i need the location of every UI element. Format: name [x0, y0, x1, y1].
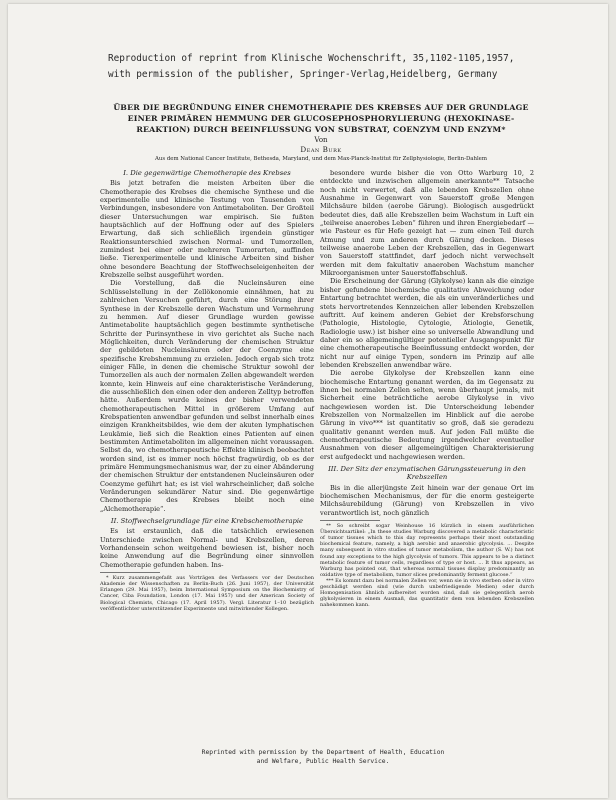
article-title	[106, 102, 536, 135]
paragraph: Bis in die allerjüngste Zeit hinein war der genaue Ort im biochemischen Mechanismus, der für die enorm gesteigerte Milchsäurebildung (Gärung) von Krebszellen in vivo verantwortlich ist, noch gänzlich	[320, 483, 534, 517]
right-column	[320, 169, 534, 608]
footnote-text: *** Es kommt dazu bei normalen Zellen vor, wenn sie in vivo sterben oder in vitro geschädigt werden sind (wie durch unbefriedigende Medien) oder durch Homogenisation ähnlich aufbereitet worden sind, daß sie gelegentlich aerob glykolysieren in einem Ausmaß, das quantitativ dem von lebenden Krebszellen nahekommen kann.	[320, 577, 534, 609]
paragraph: Es ist erstaunlich, daß die tatsächlich erwiesenen Unterschiede zwischen Normal- und Krebszellen, deren Vorhandensein schon weitgehend bewiesen ist, bisher noch keine Anwendung auf die Begründung einer sinnvollen Chemotherapie gefunden haben. Ins-	[100, 527, 314, 569]
footnote	[100, 575, 314, 612]
left-column	[100, 169, 314, 612]
author-affiliation: Aus dem National Cancer Institute, Bethesda, Maryland, und dem Max-Planck-Institut für Zellphysiologie, Berlin-Dahlem	[155, 156, 487, 162]
footnote-text: * Kurz zusammengefaßt aus Vorträgen des Verfassers vor der Deutschen Akademie der Wissenschaften zu Berlin-Buch (26. Juni 1957), der Universität Erlangen (29. Mai 1957), beim International Symposium on the Biochemistry of Cancer, Ciba Foundation, London (17. Mai 1957) und der American Society of Biological Chemists, Chicago (17. April 1957). Vergl. Literatur 1–10 bezüglich veröffentlichter unterstützender Experimente und mitwirkender Kollegen.	[100, 575, 314, 612]
paragraph: Bis jetzt betrafen die meisten Arbeiten über die Chemotherapie des Krebses die chemische Synthese und die experimentelle und klinische Testung von Tausenden von Verbindungen, insbesondere von Antimetaboliten. Der Großteil dieser Untersuchungen war empirisch. Sie fußten hauptsächlich auf der Hoffnung oder auf des Spielers Erwartung, daß sich schließlich irgendein günstiger Reaktionsunterschied zwischen Normal- und Tumorzellen, zumindest bei einer oder mehreren Tumorarten, auffinden ließe. Tierexperimentelle und klinische Arbeiten sind bisher ohne besondere Beachtung der Stoffwechseleigenheiten der Krebszelle selbst ausgeführt worden.	[100, 179, 314, 280]
paragraph: Die aerobe Glykolyse der Krebszellen kann eine biochemische Entartung genannt werden, da im Gegensatz zu ihnen bei normalen Zellen selten, wenn überhaupt jemals, mit Sicherheit eine beträchtliche aerobe Glykolyse in vivo nachgewiesen worden ist. Die Unterscheidung lebender Krebszellen von Normalzellen im Hinblick auf die aerobe Gärung in vivo*** ist quantitativ so groß, daß sie geradezu qualitativ genannt werden muß. Auf jeden Fall müßte die chemotherapeutische Bedeutung irgendwelcher eventueller Ausnahmen von dieser allgemeingültigen Charakterisierung erst aufgedeckt und nachgewiesen werden.	[320, 369, 534, 461]
reproduction-notice	[108, 51, 528, 83]
document-page	[8, 4, 608, 798]
footnotes	[320, 523, 534, 608]
reproduction-line-1: Reproduction of reprint from Klinische Wochenschrift, 35,1102-1105,1957,	[108, 53, 515, 64]
reprint-line-2: and Welfare, Public Health Service.	[256, 758, 390, 765]
title-line-2: EINER PRIMÄREN HEMMUNG DER GLUCOSEPHOSPHORYLIERUNG (HEXOKINASE-	[127, 114, 515, 123]
footnote-divider	[320, 520, 380, 521]
title-line-1: ÜBER DIE BEGRÜNDUNG EINER CHEMOTHERAPIE DES KREBSES AUF DER GRUNDLAGE	[113, 103, 529, 112]
title-line-3: REAKTION) DURCH BEEINFLUSSUNG VON SUBSTRAT, COENZYM UND ENZYM*	[136, 125, 506, 134]
paragraph: besondere wurde bisher die von Otto Warburg 10, 2 entdeckte und inzwischen allgemein anerkannte** Tatsache noch nicht verwertet, daß alle lebenden Krebszellen ohne Ausnahme in Gegenwart von Sauerstoff große Mengen Milchsäure bilden (aerobe Gärung). Biologisch ausgedrückt bedeutet dies, daß alle Krebszellen beim Wachstum in Luft ein „teilweise anaerobes Leben“ führen und ihren Energiebedarf — wie Pasteur es für Hefe gezeigt hat — zum einen Teil durch Atmung und zum anderen durch Gärung decken. Dieses teilweise anaerobe Leben der Krebszellen, das in Gegenwart von Sauerstoff stattfindet, darf jedoch nicht verwechselt werden mit dem fakultativ anaeroben Wachstum mancher Mikroorganismen unter Sauerstoffabschluß.	[320, 169, 534, 278]
reprint-line-1: Reprinted with permission by the Department of Health, Education	[201, 749, 445, 756]
footnote-text: ** So schreibt sogar Weinhouse 16 kürzlich in einem ausführlichen Übersichtsartikel: „In these studies Warburg discovered a metabolic characteristic of tumor tissues which to this day represents perhaps their most outstanding biochemical feature, namely, a high aerobic and anaerobic glycolysis. ... Despite many subsequent in vitro studies of tumor metabolism, the author (S. W.) has not found any exceptions to the high glycolysis of tumors. This appears to be a distinct metabolic feature of tumor cells, regardless of type or host. ... It thus appears, as Warburg has pointed out, that whereas normal tissues display predominantly an oxidative type of metabolism, tumor slices predominantly ferment glucose.“	[320, 523, 534, 578]
reproduction-line-2: with permission of the publisher, Springer-Verlag,Heidelberg, Germany	[108, 69, 498, 80]
paragraph: Die Vorstellung, daß die Nucleinsäuren eine Schlüsselstellung in der Zellökonomie einnähmen, hat zu zahlreichen Versuchen geführt, durch eine Störung ihrer Synthese in der Krebszelle deren Wachstum und Vermehrung zu hemmen. Auf dieser Grundlage wurden gewisse Antimetabolite hauptsächlich gegen bestimmte synthetische Schritte der Purinsynthese in vivo gerichtet als Suche nach Möglichkeiten, durch Veränderung der chemischen Struktur der gebildeten Nucleinsäuren oder der Coenzyme eine spezifische Krebshemmung zu erzielen. Jedoch ergab sich trotz einiger Fälle, in denen die chemische Struktur sowohl der Tumorzellen als auch der normalen Zellen abgewandelt werden konnte, kein Hinweis auf eine charakteristische Veränderung, die ausschließlich den einen oder den anderen Zelltyp betroffen hätte. Außerdem wurde keines der bisher verwendeten chemotherapeutischen Mittel in größerem Umfang auf Krebspatienten anwendbar gefunden und selbst innerhalb eines einzigen Krankheitsbildes, wie dem der akuten lymphatischen Leukämie, ließ sich die Reaktion eines Patienten auf einen bestimmten Antimetaboliten im allgemeinen nicht voraussagen. Selbst da, wo chemotherapeutische Effekte klinisch beobachtet worden sind, ist es immer noch höchst fragwürdig, ob es der primäre Hemmungsmechanismus war, der zu einer Abänderung der chemischen Struktur der entstandenen Nucleinsäuren oder Coenzyme geführt hat; es ist viel wahrscheinlicher, daß solche Veränderungen sekundärer Natur sind. Die gegenwärtige Chemotherapie des Krebses bleibt noch eine „Alchemotherapie“.	[100, 279, 314, 513]
by-label: Von	[314, 136, 328, 144]
author-name: Dean Burk	[300, 145, 342, 154]
paragraph: Die Erscheinung der Gärung (Glykolyse) kann als die einzige bisher gefundene biochemische qualitative Abweichung oder Entartung betrachtet werden, die als ein unveränderliches und stets hervortretendes Kennzeichen aller lebenden Krebszellen auftritt. Auf keinem anderen Gebiet der Krebsforschung (Pathologie, Histologie, Cytologie, Ätiologie, Genetik, Radiologie usw.) ist bisher eine so universelle Abwandlung und daher ein so allgemeingültiger potentieller Ausgangspunkt für eine chemotherapeutische Beeinflussung entdeckt worden, der nicht nur auf einige Typen, sondern im Prinzip auf alle lebenden Krebszellen anwendbar wäre.	[320, 277, 534, 369]
section-heading-2: II. Stoffwechselgrundlage für eine Krebschemotherapie	[110, 517, 304, 526]
section-heading-1: I. Die gegenwärtige Chemotherapie des Krebses	[123, 169, 291, 177]
footnote-divider	[100, 572, 160, 573]
section-heading-3: III. Der Sitz der enzymatischen Gärungssteuerung in den Krebszellen	[328, 465, 526, 482]
reprint-notice	[158, 748, 488, 766]
